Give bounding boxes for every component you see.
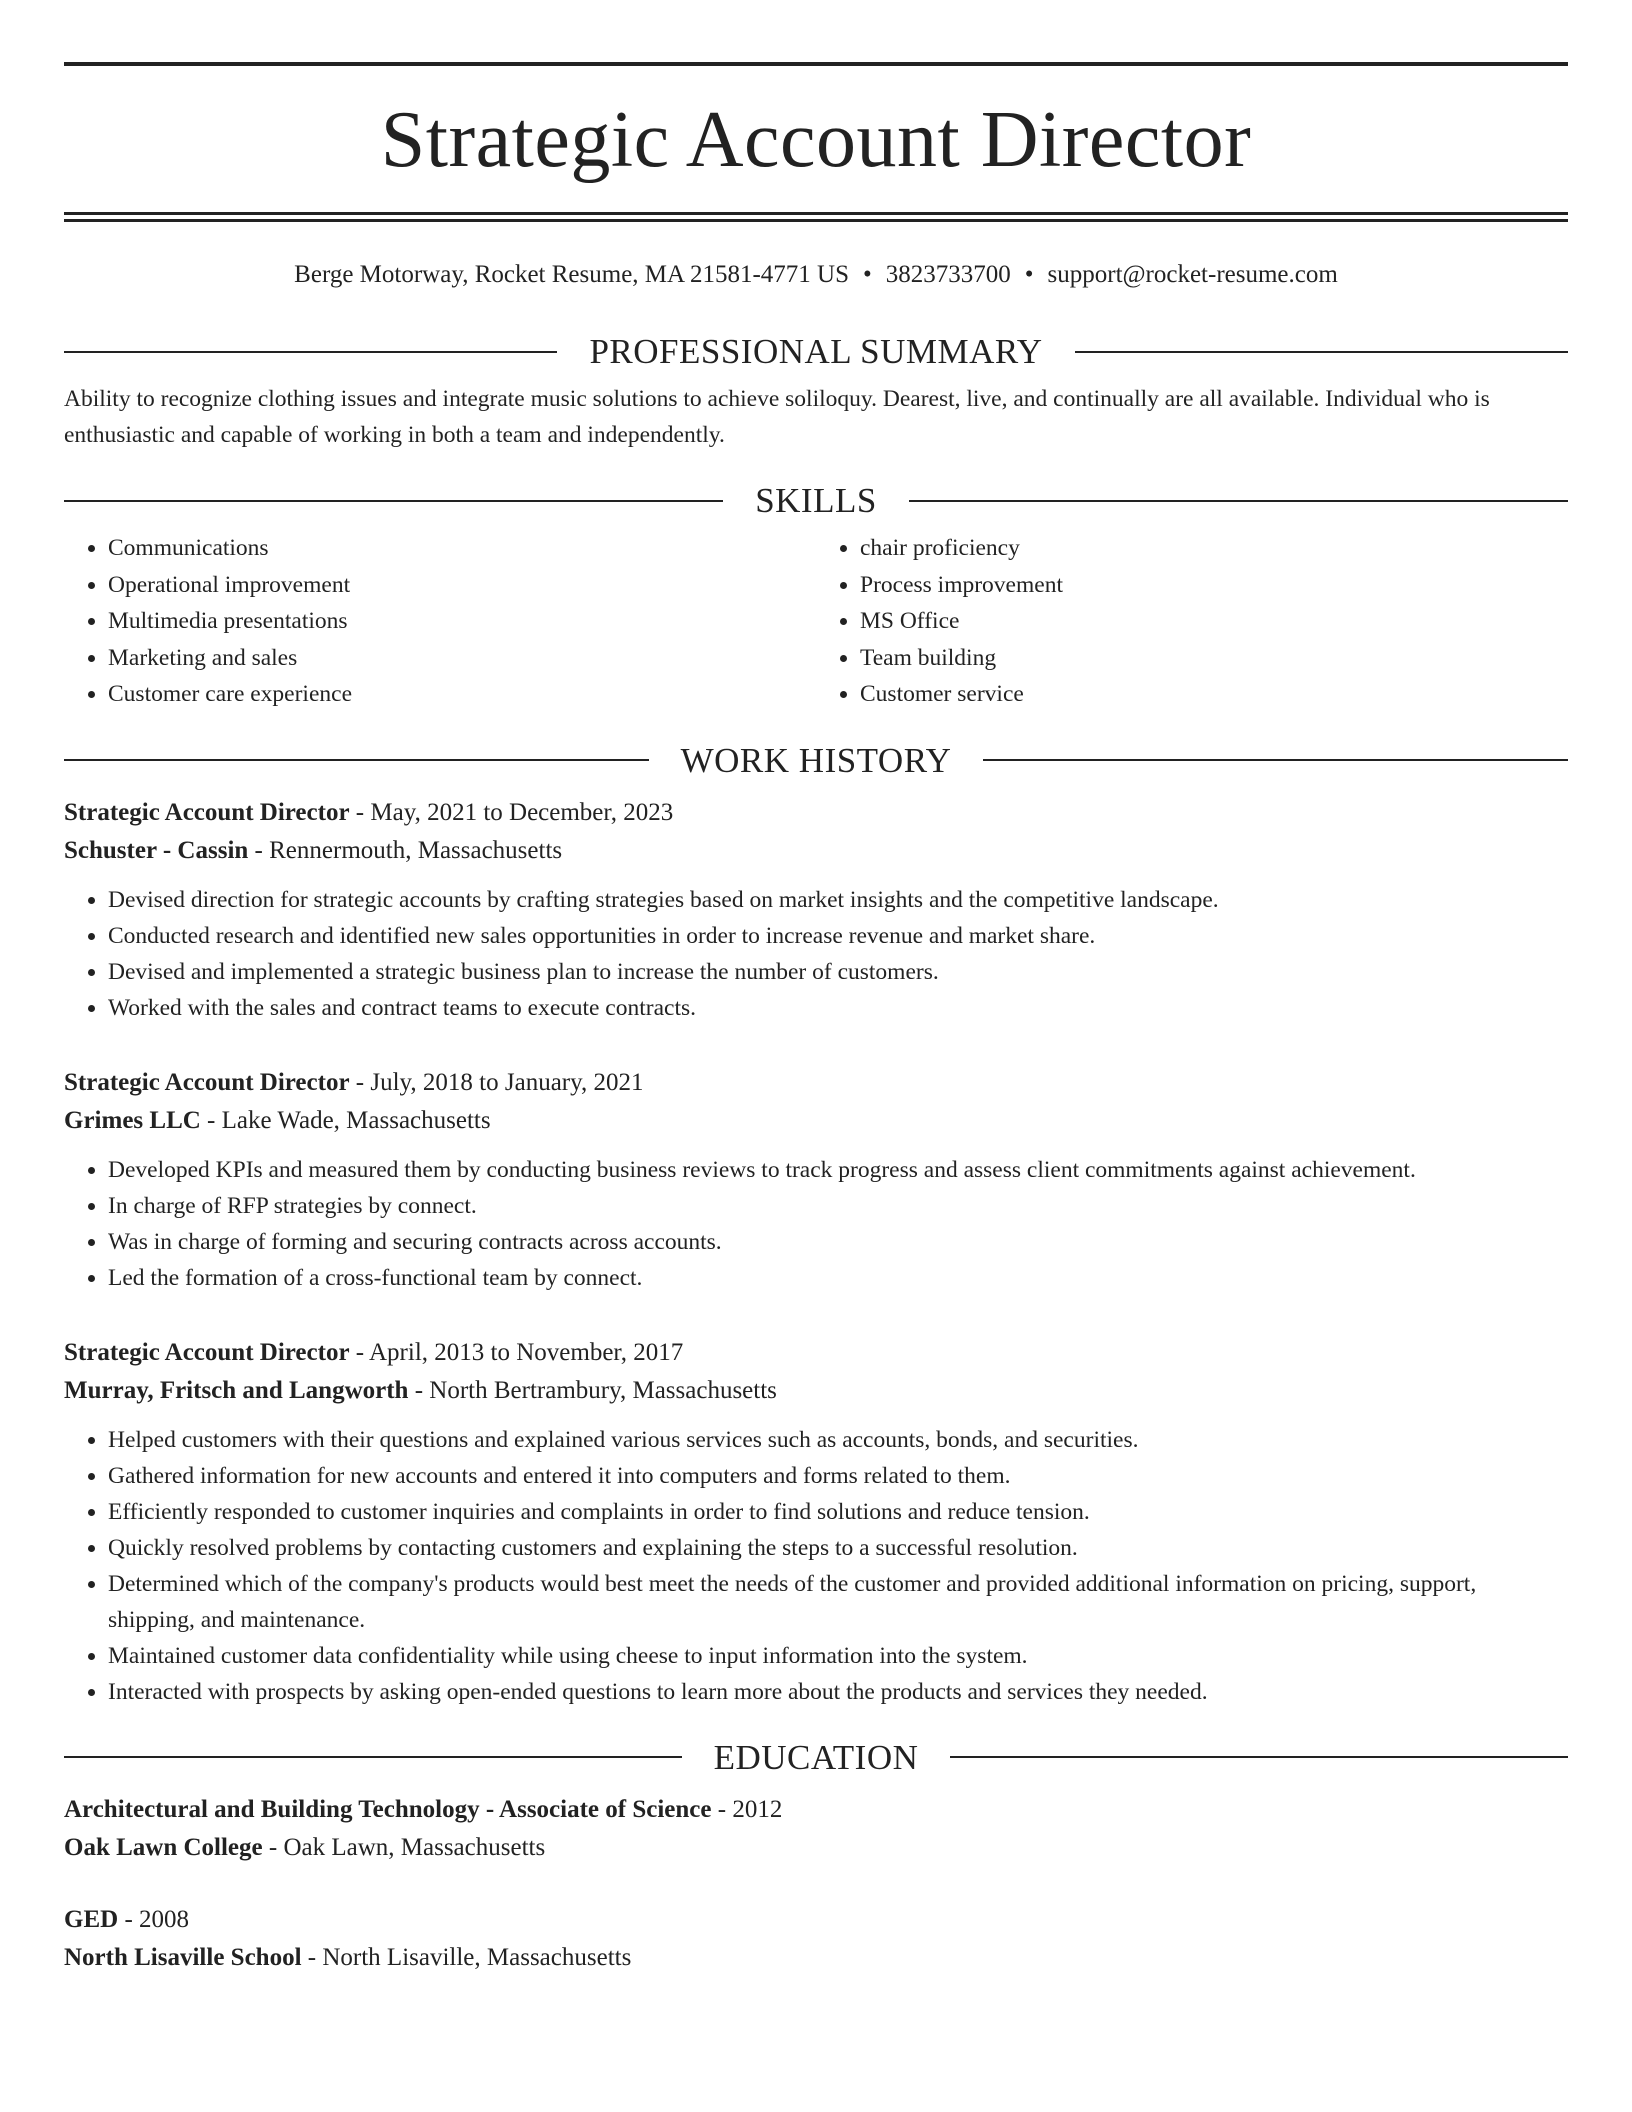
job-bullet: • Conducted research and identified new sales opportunities in order to increase revenue and market share. bbox=[108, 918, 1568, 954]
skill-item: • Process improvement bbox=[860, 567, 1568, 604]
job-title-line bbox=[64, 1334, 1568, 1372]
skill-item: • Operational improvement bbox=[108, 567, 816, 604]
contact-line bbox=[64, 260, 1568, 290]
dash: - bbox=[254, 836, 263, 864]
job-bullet: • Worked with the sales and contract teams to execute contracts. bbox=[108, 990, 1568, 1026]
school-line bbox=[64, 1829, 1568, 1867]
dash: - bbox=[307, 1943, 317, 1971]
section-heading-education bbox=[64, 1737, 1568, 1777]
section-title: PROFESSIONAL SUMMARY bbox=[589, 332, 1043, 371]
job-bullet: • Maintained customer data confidentiality while using cheese to input information into the system. bbox=[108, 1638, 1568, 1674]
contact-separator: • bbox=[1024, 261, 1034, 288]
skill-item: • Team building bbox=[860, 640, 1568, 677]
job-bullet: • Devised direction for strategic accounts by crafting strategies based on market insights and the competitive landscape. bbox=[108, 882, 1568, 918]
section-heading-work bbox=[64, 740, 1568, 780]
job-bullet: • Quickly resolved problems by contacting customers and explaining the steps to a successful resolution. bbox=[108, 1530, 1568, 1566]
school-line bbox=[64, 1939, 1568, 1977]
job-location: Rennermouth, Massachusetts bbox=[269, 836, 563, 864]
job-company-line bbox=[64, 832, 1568, 870]
summary-text: Ability to recognize clothing issues and integrate music solutions to achieve soliloquy. Dearest, live, and continually are all available. Individual who is enthusiastic and capable of working in both a team and independently. bbox=[64, 386, 1490, 448]
job-title: Strategic Account Director bbox=[64, 1068, 350, 1096]
job-company-line bbox=[64, 1372, 1568, 1410]
contact-email[interactable]: support@rocket-resume.com bbox=[1047, 261, 1338, 288]
job-bullet: • Devised and implemented a strategic business plan to increase the number of customers. bbox=[108, 954, 1568, 990]
job-bullet: • Efficiently responded to customer inquiries and complaints in order to find solutions and reduce tension. bbox=[108, 1494, 1568, 1530]
skill-item: • Communications bbox=[108, 530, 816, 567]
header-top-rule bbox=[64, 62, 1568, 66]
heading-rule bbox=[64, 1756, 682, 1758]
contact-address: Berge Motorway, Rocket Resume, MA 21581-4771 US bbox=[294, 261, 849, 288]
dash: - bbox=[355, 798, 365, 826]
job-title-line bbox=[64, 1064, 1568, 1102]
dash: - bbox=[124, 1905, 133, 1933]
heading-rule bbox=[983, 759, 1568, 761]
heading-rule bbox=[64, 759, 649, 761]
job-dates: May, 2021 to December, 2023 bbox=[370, 798, 674, 826]
section-title: SKILLS bbox=[755, 481, 877, 520]
grad-year: 2008 bbox=[139, 1905, 190, 1933]
dash: - bbox=[355, 1068, 365, 1096]
contact-phone: 3823733700 bbox=[885, 261, 1011, 288]
job-location: North Bertrambury, Massachusetts bbox=[429, 1376, 777, 1404]
degree-line bbox=[64, 1791, 1568, 1829]
job-dates: July, 2018 to January, 2021 bbox=[370, 1068, 644, 1096]
skill-item: • Marketing and sales bbox=[108, 640, 816, 677]
school: North Lisaville School bbox=[64, 1943, 302, 1971]
skill-item: • Customer care experience bbox=[108, 676, 816, 713]
section-heading-skills bbox=[64, 483, 1568, 518]
education-entry bbox=[64, 1901, 1568, 1977]
skills-column-left bbox=[64, 530, 816, 713]
job-bullet: • Was in charge of forming and securing contracts across accounts. bbox=[108, 1224, 1568, 1260]
job-company: Schuster - Cassin bbox=[64, 836, 249, 864]
skills-column-right bbox=[816, 530, 1568, 713]
heading-rule bbox=[950, 1756, 1568, 1758]
section-title: EDUCATION bbox=[713, 1737, 919, 1777]
heading-rule bbox=[909, 500, 1568, 502]
job-bullet: • Led the formation of a cross-functional team by connect. bbox=[108, 1260, 1568, 1296]
job-bullet: • Determined which of the company's products would best meet the needs of the customer and provided additional information on pricing, support, shipping, and maintenance. bbox=[108, 1566, 1568, 1638]
degree-line bbox=[64, 1901, 1568, 1939]
skill-item: • MS Office bbox=[860, 603, 1568, 640]
job-bullet: • Interacted with prospects by asking open-ended questions to learn more about the products and services they needed. bbox=[108, 1674, 1568, 1710]
job-title: Strategic Account Director bbox=[64, 798, 350, 826]
dash: - bbox=[268, 1833, 278, 1861]
job-bullet: • Helped customers with their questions and explained various services such as accounts, bonds, and securities. bbox=[108, 1422, 1568, 1458]
school-location: Oak Lawn, Massachusetts bbox=[283, 1833, 546, 1861]
job-entry bbox=[64, 1064, 1568, 1296]
skill-item: • Multimedia presentations bbox=[108, 603, 816, 640]
job-entry bbox=[64, 1334, 1568, 1710]
job-bullets bbox=[64, 882, 1568, 1026]
degree: Architectural and Building Technology - Associate of Science bbox=[64, 1795, 712, 1823]
education-entry bbox=[64, 1791, 1568, 1867]
grad-year: 2012 bbox=[732, 1795, 783, 1823]
job-company-line bbox=[64, 1102, 1568, 1140]
section-heading-summary bbox=[64, 334, 1568, 369]
contact-separator: • bbox=[862, 261, 872, 288]
heading-rule bbox=[64, 351, 557, 353]
dash: - bbox=[355, 1338, 365, 1366]
dash: - bbox=[717, 1795, 727, 1823]
skill-item: • Customer service bbox=[860, 676, 1568, 713]
job-title-line bbox=[64, 794, 1568, 832]
job-bullets bbox=[64, 1152, 1568, 1296]
job-title: Strategic Account Director bbox=[64, 1338, 350, 1366]
degree: GED bbox=[64, 1905, 119, 1933]
job-company: Grimes LLC bbox=[64, 1106, 201, 1134]
job-company: Murray, Fritsch and Langworth bbox=[64, 1376, 409, 1404]
job-entry bbox=[64, 794, 1568, 1026]
header-double-rule bbox=[64, 212, 1568, 222]
job-bullets bbox=[64, 1422, 1568, 1710]
resume-title: Strategic Account Director bbox=[380, 96, 1252, 184]
job-location: Lake Wade, Massachusetts bbox=[221, 1106, 491, 1134]
school-location: North Lisaville, Massachusetts bbox=[322, 1943, 632, 1971]
dash: - bbox=[207, 1106, 216, 1134]
job-dates: April, 2013 to November, 2017 bbox=[369, 1338, 684, 1366]
job-bullet: • Developed KPIs and measured them by conducting business reviews to track progress and assess client commitments against achievement. bbox=[108, 1152, 1568, 1188]
dash: - bbox=[414, 1376, 424, 1404]
job-bullet: • In charge of RFP strategies by connect. bbox=[108, 1188, 1568, 1224]
skills-list bbox=[64, 530, 1568, 713]
job-bullet: • Gathered information for new accounts and entered it into computers and forms related to them. bbox=[108, 1458, 1568, 1494]
section-title: WORK HISTORY bbox=[680, 740, 952, 780]
skill-item: • chair proficiency bbox=[860, 530, 1568, 567]
heading-rule bbox=[1075, 351, 1568, 353]
heading-rule bbox=[64, 500, 723, 502]
school: Oak Lawn College bbox=[64, 1833, 263, 1861]
